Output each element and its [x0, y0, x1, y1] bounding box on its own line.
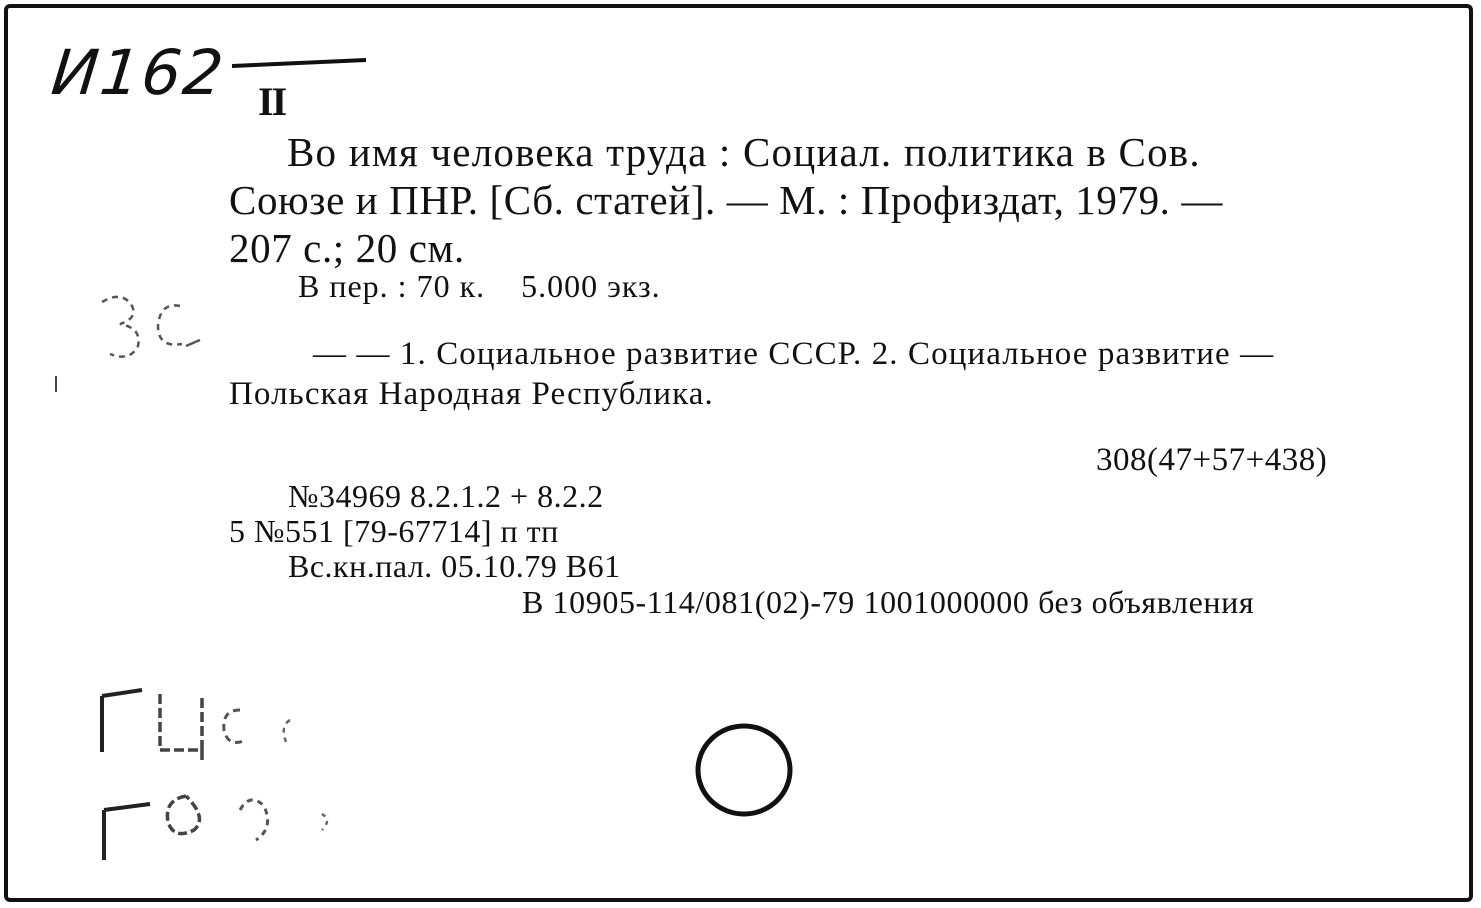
classification-number: 308(47+57+438) — [1096, 442, 1328, 478]
price-line: В пер. : 70 к. 5.000 экз. — [298, 268, 661, 304]
record-line-4: В 10905-114/081(02)-79 1001000000 без объявления — [522, 584, 1255, 620]
record-line-1: №34969 8.2.1.2 + 8.2.2 — [288, 478, 604, 514]
call-number-sub: II — [258, 79, 286, 124]
title-line-2: Союзе и ПНР. [Сб. статей]. — М. : Профиздат, 1979. — — [229, 177, 1223, 223]
empty-circle-stamp-icon — [690, 716, 800, 826]
subjects-line-2: Польская Народная Республика. — [229, 376, 714, 412]
title-line-1: Во имя человека труда : Социал. политика в Сов. — [287, 129, 1201, 175]
call-number: И162 — [48, 36, 229, 109]
subjects-line-1: — — 1. Социальное развитие СССР. 2. Социальное развитие — — [313, 336, 1275, 372]
handwritten-marks-icon — [40, 280, 240, 420]
record-line-3: Вс.кн.пал. 05.10.79 В61 — [288, 548, 621, 584]
call-number-bar-icon — [228, 52, 373, 122]
handwritten-notes-icon — [90, 670, 420, 870]
record-line-2: 5 №551 [79-67714] п тп — [229, 513, 559, 549]
title-line-3: 207 с.; 20 см. — [229, 225, 465, 271]
